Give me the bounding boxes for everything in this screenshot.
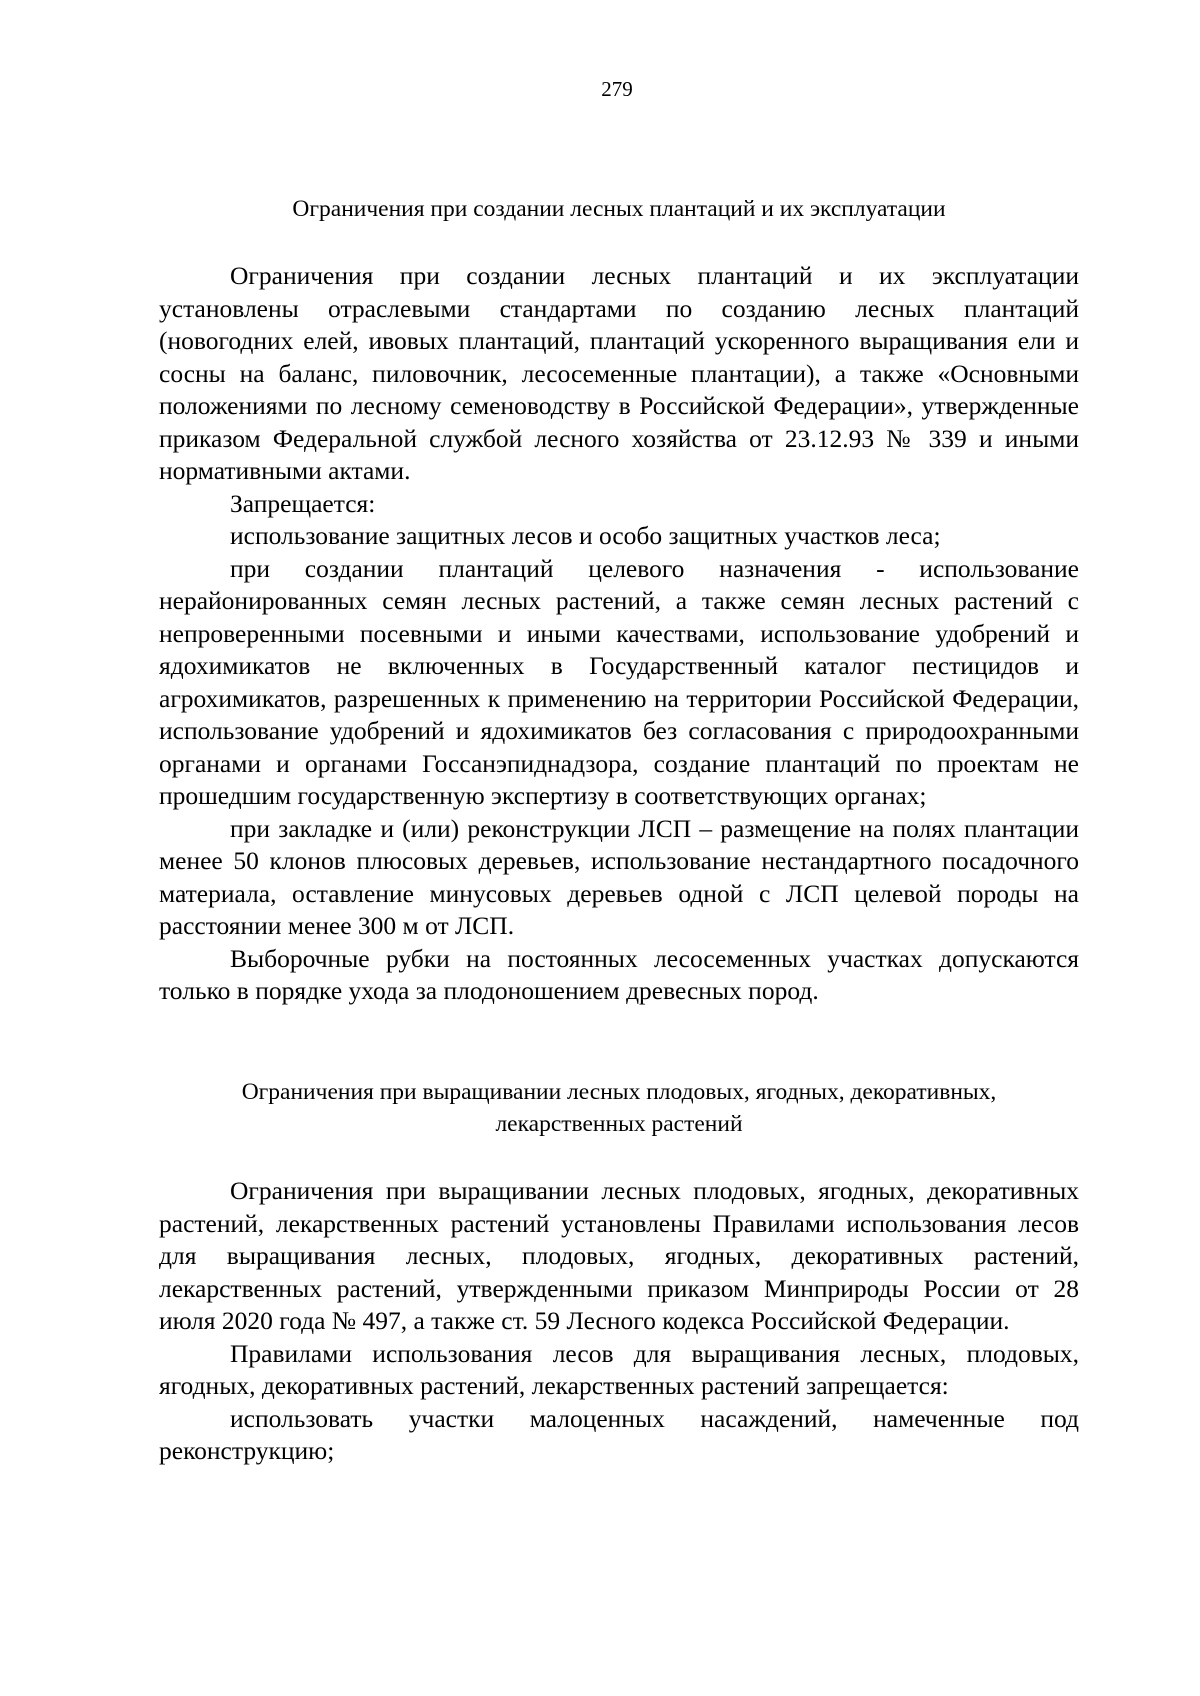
paragraph: при создании плантаций целевого назначения - использование нерайонированных семян лесных растений, а также семян лесных растений с непроверенными посевными и иными качествами, использование удобрений и ядохимикатов не включенных в Государственный каталог пестицидов и агрохимикатов, разрешенных к применению на территории Российской Федерации, использование удобрений и ядохимикатов без согласования с природоохранными органами и органами Госсанэпиднадзора, создание плантаций по проектам не прошедшим государственную экспертизу в соответствующих органах;: [159, 553, 1079, 810]
section-heading-plantations: Ограничения при создании лесных плантаций и их эксплуатации: [292, 196, 946, 222]
paragraph: Запрещается:: [230, 488, 376, 518]
paragraph: Выборочные рубки на постоянных лесосеменных участках допускаются только в порядке ухода за плодоношением древесных пород.: [159, 943, 1079, 1005]
paragraph: использование защитных лесов и особо защитных участков леса;: [230, 521, 941, 550]
paragraph: Ограничения при выращивании лесных плодовых, ягодных, декоративных растений, лекарственных растений установлены Правилами использования лесов для выращивания лесных, плодовых, ягодных, декоративных растений, лекарственных растений, утвержденными приказом Минприроды России от 28 июля 2020 года № 497, а также ст. 59 Лесного кодекса Российской Федерации.: [159, 1176, 1079, 1335]
page-number: 279: [601, 77, 633, 101]
section-body-fruit-plants: [159, 1175, 1079, 1468]
paragraph: при закладке и (или) реконструкции ЛСП – размещение на полях плантации менее 50 клонов плюсовых деревьев, использование нестандартного посадочного материала, оставление минусовых деревьев одной с ЛСП целевой породы на расстоянии менее 300 м от ЛСП.: [159, 813, 1079, 940]
paragraph: использовать участки малоценных насаждений, намеченные под реконструкцию;: [159, 1403, 1079, 1465]
paragraph: Ограничения при создании лесных плантаций и их эксплуатации установлены отраслевыми стандартами по созданию лесных плантаций (новогодних елей, ивовых плантаций, плантаций ускоренного выращивания ели и сосны на баланс, пиловочник, лесосеменные плантации), а также «Основными положениями по лесному семеноводству в Российской Федерации», утвержденные приказом Федеральной службой лесного хозяйства от 23.12.93 № 339 и иными нормативными актами.: [159, 261, 1079, 485]
section-heading-line: лекарственных растений: [495, 1111, 743, 1137]
section-heading-fruit-plants: [159, 1076, 1079, 1140]
paragraph: Правилами использования лесов для выращивания лесных, плодовых, ягодных, декоративных растений, лекарственных растений запрещается:: [159, 1338, 1079, 1400]
section-body-plantations: [159, 260, 1079, 1008]
section-heading-line: Ограничения при выращивании лесных плодовых, ягодных, декоративных,: [241, 1079, 997, 1105]
